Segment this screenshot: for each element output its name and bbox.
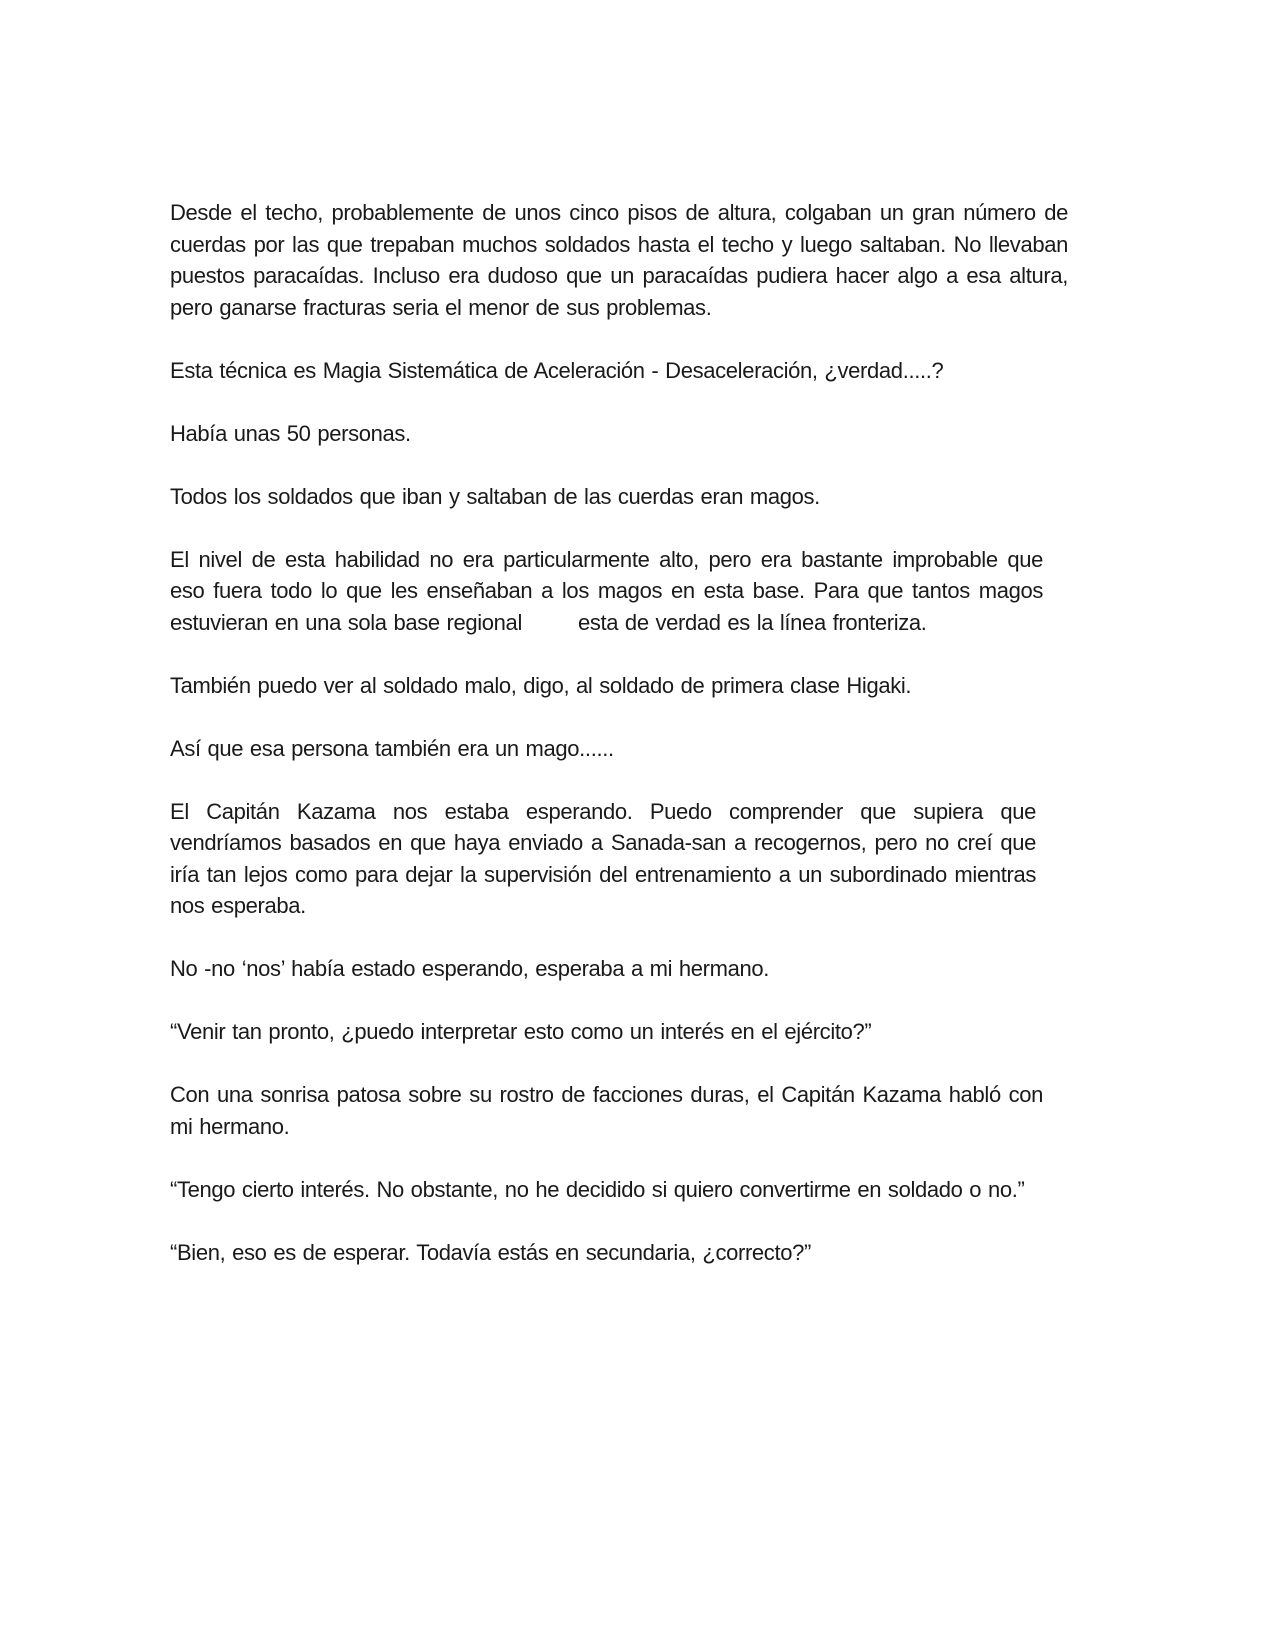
- paragraph-dialogue-undecided: “Tengo cierto interés. No obstante, no he decidido si quiero convertirme en soldado o no.”: [170, 1176, 1025, 1202]
- skill-level-text-after: esta de verdad es la línea fronteriza.: [577, 609, 927, 635]
- paragraph-people-count: Había unas 50 personas.: [170, 420, 411, 446]
- paragraph-dialogue-high-school: “Bien, eso es de esperar. Todavía estás en secundaria, ¿correcto?”: [170, 1239, 811, 1265]
- paragraph-captain-waiting: El Capitán Kazama nos estaba esperando. Puedo comprender que supiera que vendríamos basados en que haya enviado a Sanada-san a recogernos, pero no creí que iría tan lejos como para dejar la supervisión del entrenamiento a un subordinado mientras nos esperaba.: [170, 798, 1036, 918]
- paragraph-technique-question: Esta técnica es Magia Sistemática de Aceleración - Desaceleración, ¿verdad.....?: [170, 357, 944, 383]
- paragraph-dialogue-interest: “Venir tan pronto, ¿puedo interpretar esto como un interés en el ejército?”: [170, 1019, 872, 1044]
- skill-level-text-before: El nivel de esta habilidad no era particularmente alto, pero era bastante improbable que eso fuera todo lo que les enseñaban a los magos en esta base. Para que tantos magos estuvieran en una sola base regional: [170, 546, 1043, 635]
- document-page: [170, 197, 1070, 1300]
- paragraph-also-mage: Así que esa persona también era un mago......: [170, 735, 614, 761]
- paragraph-ceiling-ropes: Desde el techo, probablemente de unos cinco pisos de altura, colgaban un gran número de cuerdas por las que trepaban muchos soldados hasta el techo y luego saltaban. No llevaban puestos paracaídas. Incluso era dudoso que un paracaídas pudiera hacer algo a esa altura, pero ganarse fracturas seria el menor de sus problemas.: [170, 200, 1068, 320]
- paragraph-waiting-brother: No -no ‘nos’ había estado esperando, esperaba a mi hermano.: [170, 956, 770, 981]
- paragraph-captain-smile: Con una sonrisa patosa sobre su rostro de facciones duras, el Capitán Kazama habló con mi hermano.: [170, 1082, 1043, 1139]
- paragraph-soldiers-magicians: Todos los soldados que iban y saltaban de las cuerdas eran magos.: [170, 483, 820, 509]
- paragraph-higaki: También puedo ver al soldado malo, digo, al soldado de primera clase Higaki.: [170, 672, 912, 698]
- paragraph-skill-level: [170, 544, 1043, 639]
